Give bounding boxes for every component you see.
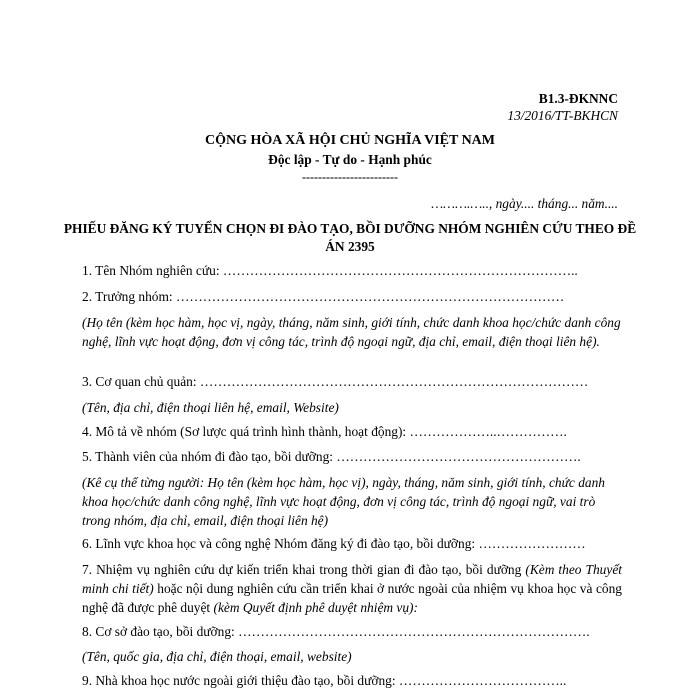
circular-number: 13/2016/TT-BKHCN	[507, 108, 618, 123]
fill-in-blank: …………………………………………………………………….	[238, 624, 590, 639]
field-label: 6. Lĩnh vực khoa học và công nghệ Nhóm đăng ký đi đào tạo, bồi dưỡng:	[82, 536, 476, 551]
fill-in-blank: ……………………………………………………………………..	[222, 263, 578, 278]
field-label: 1. Tên Nhóm nghiên cứu:	[82, 263, 220, 278]
field-text: 7. Nhiệm vụ nghiên cứu dự kiến triển khai trong thời gian đi đào tạo, bồi dưỡng	[82, 562, 522, 577]
field-note-governing-body: (Tên, địa chỉ, điện thoại liên hệ, email, Website)	[82, 400, 339, 415]
header-divider: ------------------------	[302, 170, 398, 184]
field-governing-body	[82, 373, 622, 391]
field-label: 4. Mô tả về nhóm (Sơ lược quá trình hình thành, hoạt động):	[82, 424, 407, 439]
fill-in-blank: ………………..…………….	[409, 424, 567, 439]
field-foreign-scientist	[82, 672, 622, 690]
field-training-institution	[82, 623, 622, 641]
fill-in-blank: ……………………………………………….	[336, 449, 581, 464]
field-research-task	[82, 560, 622, 617]
field-text: hoặc nội dung nghiên cứu cần triển khai ở nước ngoài của nhiệm vụ khoa học và công nghệ đã được phê duyệt	[82, 581, 622, 615]
field-label: 9. Nhà khoa học nước ngoài giới thiệu đào tạo, bồi dưỡng:	[82, 673, 396, 688]
fill-in-blank: ……………………………………………………………………………	[199, 374, 589, 389]
field-team-leader	[82, 288, 622, 306]
field-note-training-institution: (Tên, quốc gia, địa chỉ, điện thoại, email, website)	[82, 649, 352, 664]
national-motto: Độc lập - Tự do - Hạnh phúc	[268, 152, 432, 167]
field-label: 2. Trưởng nhóm:	[82, 289, 173, 304]
field-group-name	[82, 262, 622, 280]
fill-in-blank: ………………………………..	[398, 673, 567, 688]
field-note-members: (Kê cụ thể từng người: Họ tên (kèm học hàm, học vị), ngày, tháng, năm sinh, giới tính, chức danh khoa học/chức danh công nghệ, lĩnh vực hoạt động, đơn vị công tác, trình độ ngoại ngữ, vai trò trong nhóm, địa chỉ, email, điện thoại liên hệ)	[82, 475, 606, 528]
field-italic-note: (Kèm theo Thuyết minh chi tiết)	[82, 562, 622, 596]
field-label: 5. Thành viên của nhóm đi đào tạo, bồi dưỡng:	[82, 449, 333, 464]
field-group-description	[82, 423, 622, 441]
field-note-team-leader: (Họ tên (kèm học hàm, học vị, ngày, tháng, năm sinh, giới tính, chức danh khoa học/chức danh công nghệ, lĩnh vực hoạt động, đơn vị công tác, trình độ ngoại ngữ, địa chỉ, email, điện thoại liên hệ).	[82, 315, 621, 349]
national-title: CỘNG HÒA XÃ HỘI CHỦ NGHĨA VIỆT NAM	[204, 133, 495, 148]
fill-in-blank: ……………………	[478, 536, 586, 551]
form-code: B1.3-ĐKNNC	[538, 91, 618, 106]
field-italic-note: (kèm Quyết định phê duyệt nhiệm vụ):	[213, 600, 418, 615]
date-line: ……….….., ngày.... tháng... năm....	[431, 196, 618, 211]
form-title: PHIẾU ĐĂNG KÝ TUYỂN CHỌN ĐI ĐÀO TẠO, BỒI DƯỠNG NHÓM NGHIÊN CỨU THEO ĐỀ ÁN 2395	[63, 221, 637, 254]
field-label: 3. Cơ quan chủ quản:	[82, 374, 197, 389]
field-sci-tech-area	[82, 535, 622, 553]
fill-in-blank: ……………………………………………………………………………	[175, 289, 565, 304]
field-members	[82, 448, 622, 466]
field-label: 8. Cơ sở đào tạo, bồi dưỡng:	[82, 624, 235, 639]
